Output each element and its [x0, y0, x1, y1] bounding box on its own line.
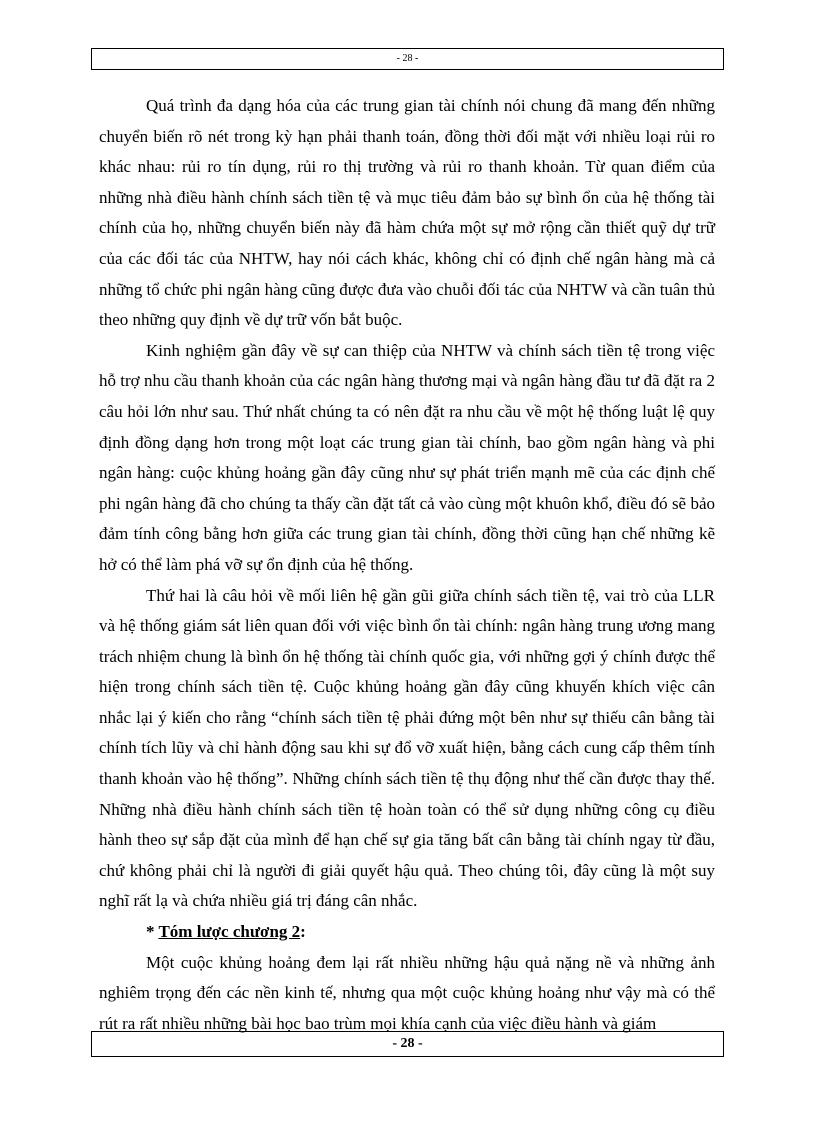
footer-page-number: - 28 -: [392, 1036, 423, 1051]
summary-label: Tóm lược chương 2: [158, 922, 301, 942]
paragraph-recent-experience: Kinh nghiệm gần đây về sự can thiệp của NHTW và chính sách tiền tệ trong việc hỗ trợ nhu cầu thanh khoản của các ngân hàng thương mại và ngân hàng đầu tư đã đặt ra 2 câu hỏi lớn như sau. Thứ nhất chúng ta có nên đặt ra nhu cầu về một hệ thống luật lệ quy định đồng dạng hơn trong một loạt các trung gian tài chính, bao gồm ngân hàng và phi ngân hàng: cuộc khủng hoảng gần đây cũng như sự phát triển mạnh mẽ của các định chế phi ngân hàng đã cho chúng ta thấy cần đặt tất cả vào cùng một khuôn khổ, điều đó sẽ bảo đảm tính công bằng hơn giữa các trung gian tài chính, đồng thời cũng hạn chế những kẽ hở có thể làm phá vỡ sự ổn định của hệ thống.: [99, 340, 715, 574]
page-footer: [91, 1031, 724, 1057]
header-page-number: - 28 -: [396, 53, 419, 64]
paragraph-second-question: Thứ hai là câu hỏi về mối liên hệ gần gũi giữa chính sách tiền tệ, vai trò của LLR và hệ thống giám sát liên quan đối với việc bình ổn tài chính: ngân hàng trung ương mang trách nhiệm chung là bình ổn hệ thống tài chính quốc gia, với những gợi ý chính được thể hiện trong chính sách tiền tệ. Cuộc khủng hoảng gần đây cũng khuyến khích việc cân nhắc lại ý kiến cho rằng “chính sách tiền tệ phải đứng một bên như sự thiếu cân bằng tài chính tích lũy và chỉ hành động sau khi sự đổ vỡ xuất hiện, bằng cách cung cấp thêm tính thanh khoản vào hệ thống”. Những chính sách tiền tệ thụ động như thế cần được thay thế. Những nhà điều hành chính sách tiền tệ hoàn toàn có thể sử dụng những công cụ điều hành theo sự sắp đặt của mình để hạn chế sự gia tăng bất cân bằng tài chính ngay từ đầu, chứ không phải chỉ là người đi giải quyết hậu quả. Theo chúng tôi, đây cũng là một suy nghĩ rất lạ và chứa nhiều giá trị đáng cân nhắc.: [99, 585, 715, 911]
summary-star: *: [146, 922, 159, 942]
paragraph-diversification: Quá trình đa dạng hóa của các trung gian tài chính nói chung đã mang đến những chuyển biến rõ nét trong kỳ hạn phải thanh toán, đồng thời đối mặt với nhiều loại rủi ro khác nhau: rủi ro tín dụng, rủi ro thị trường và rủi ro thanh khoản. Từ quan điểm của những nhà điều hành chính sách tiền tệ và mục tiêu đảm bảo sự bình ổn của hệ thống tài chính của họ, những chuyển biến này đã hàm chứa một sự mở rộng cần thiết quỹ dự trữ của các đối tác của NHTW, hay nói cách khác, không chỉ có định chế ngân hàng mà cả những tổ chức phi ngân hàng cũng được đưa vào chuỗi đối tác của NHTW và cần tuân thủ theo những quy định về dự trữ vốn bắt buộc.: [99, 96, 715, 330]
section-heading-summary: [99, 917, 715, 948]
paragraph-summary: Một cuộc khủng hoảng đem lại rất nhiều những hậu quả nặng nề và những ảnh nghiêm trọng đến các nền kinh tế, nhưng qua một cuộc khủng hoảng như vậy mà có thể rút ra rất nhiều những bài học bao trùm mọi khía cạnh của việc điều hành và giám: [99, 952, 715, 1033]
summary-colon: :: [300, 922, 306, 942]
document-body: [99, 91, 715, 1039]
page-header: [91, 48, 724, 70]
